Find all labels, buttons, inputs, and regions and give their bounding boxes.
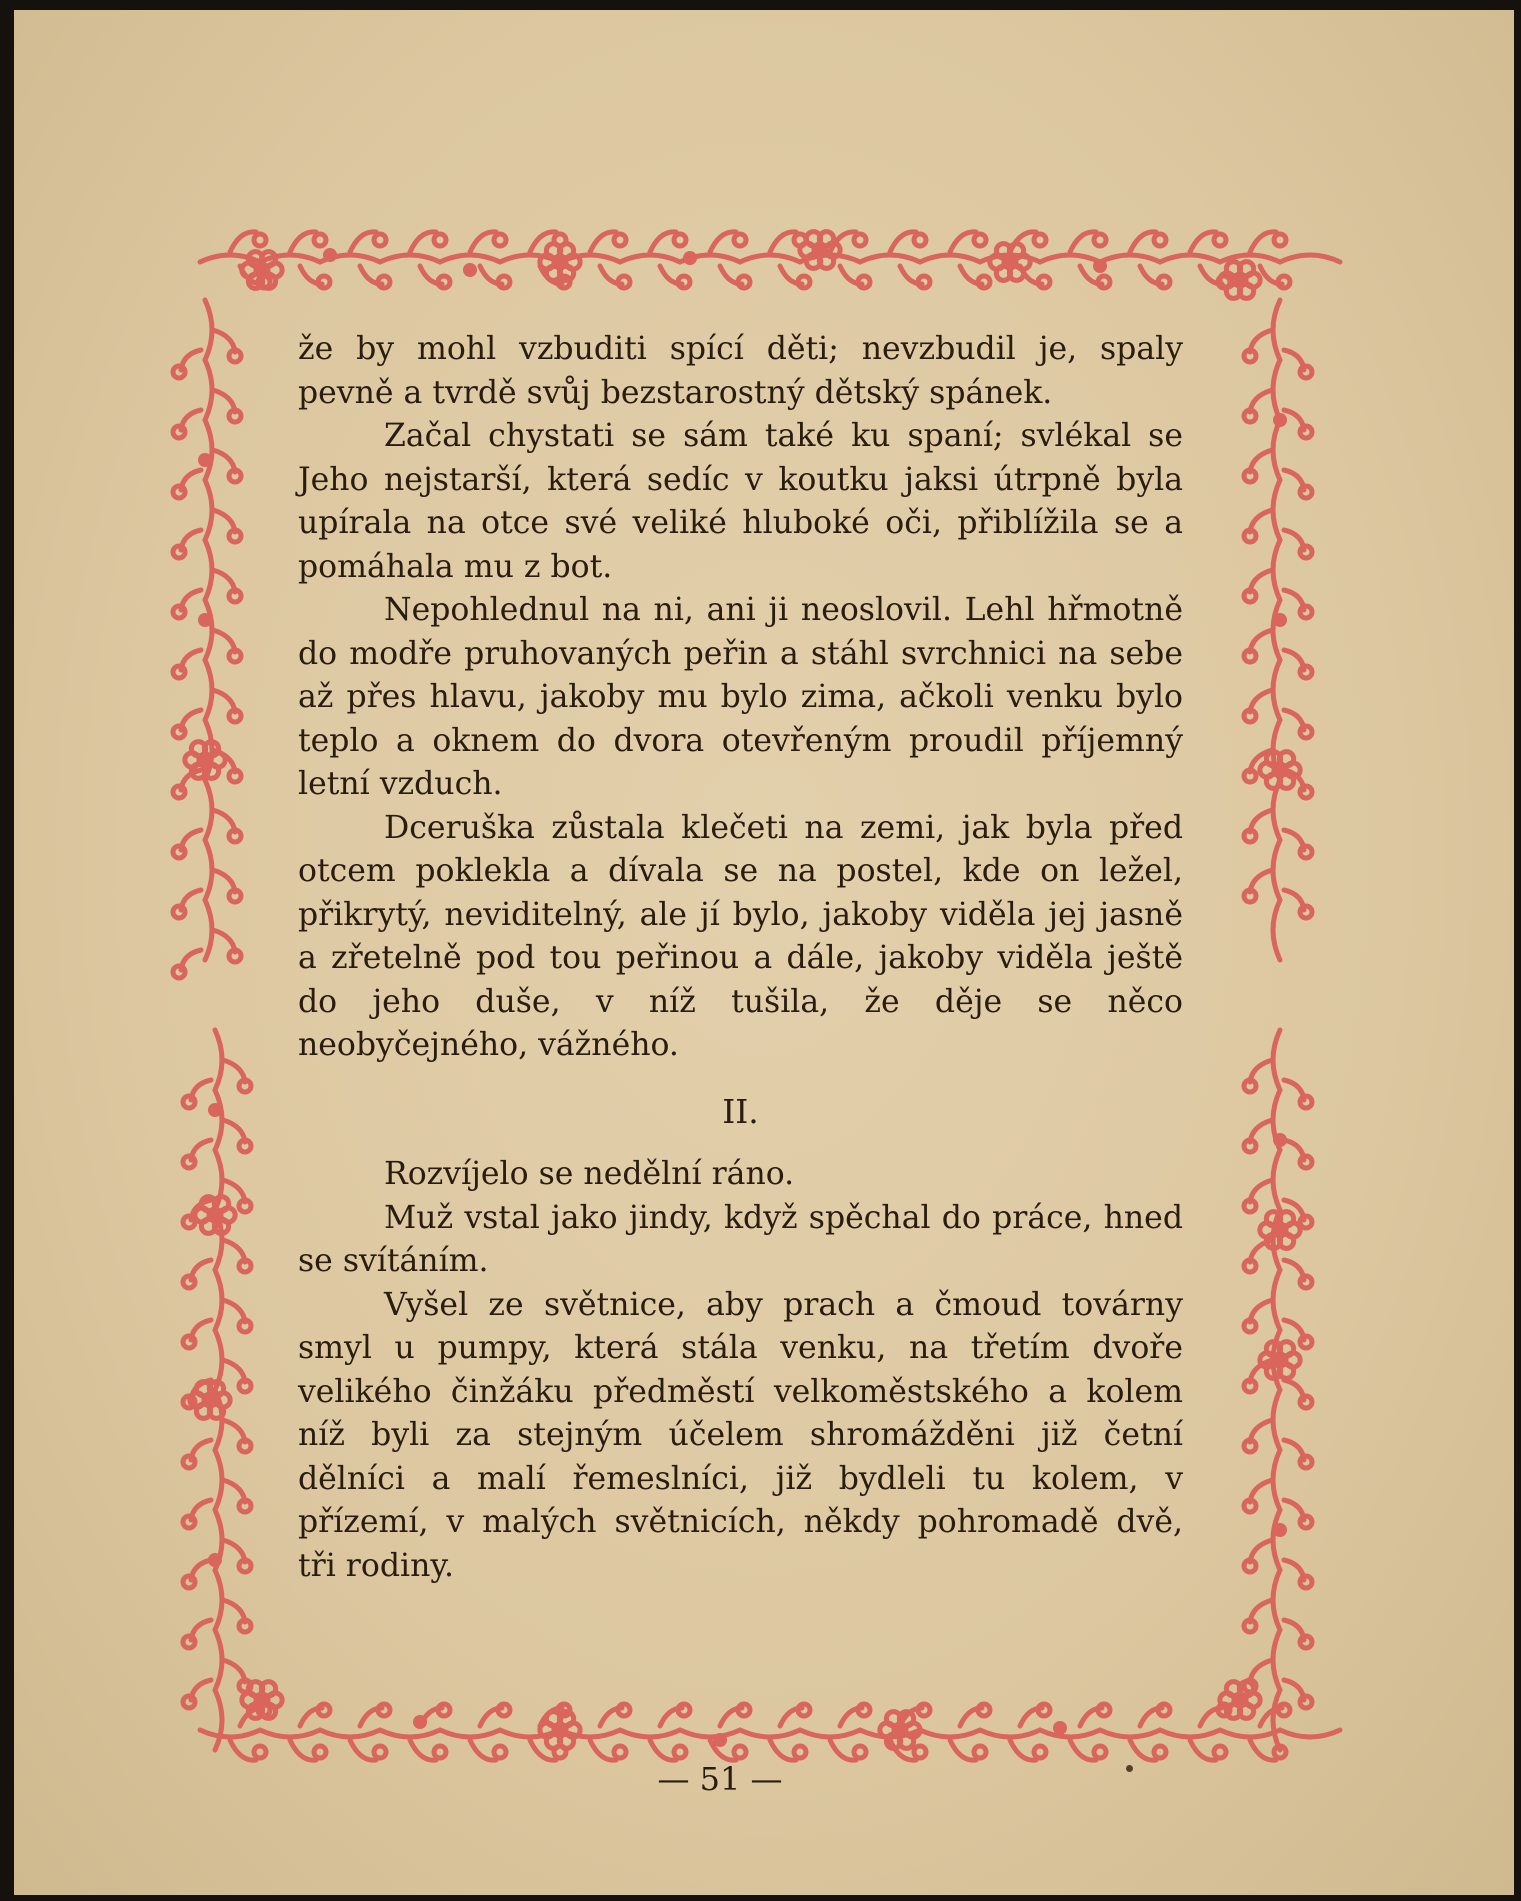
bud bbox=[1244, 890, 1256, 902]
bud bbox=[734, 234, 746, 246]
bud bbox=[1244, 470, 1256, 482]
chapter-heading: II. bbox=[722, 1091, 759, 1131]
bud bbox=[183, 1336, 195, 1348]
bud bbox=[173, 546, 185, 558]
bud bbox=[434, 234, 446, 246]
bud bbox=[614, 234, 626, 246]
berry bbox=[1004, 256, 1017, 269]
bud bbox=[618, 276, 630, 288]
bud bbox=[239, 1140, 251, 1152]
bud bbox=[498, 1704, 510, 1716]
bud bbox=[918, 276, 930, 288]
paragraph: Muž vstal jako jindy, když spěchal do práce, hned se svítáním. bbox=[298, 1199, 1183, 1279]
bud bbox=[239, 1440, 251, 1452]
bud bbox=[1300, 1636, 1312, 1648]
bud bbox=[854, 234, 866, 246]
bud bbox=[1244, 1260, 1256, 1272]
berry bbox=[198, 613, 212, 627]
bud bbox=[173, 606, 185, 618]
bud bbox=[229, 470, 241, 482]
bud bbox=[918, 1704, 930, 1716]
bud bbox=[1300, 1696, 1312, 1708]
bud bbox=[183, 1096, 195, 1108]
bud bbox=[738, 276, 750, 288]
bud bbox=[1244, 590, 1256, 602]
berry bbox=[209, 1209, 222, 1222]
bud bbox=[978, 1704, 990, 1716]
bud bbox=[1278, 276, 1290, 288]
bud bbox=[1244, 1140, 1256, 1152]
bud bbox=[738, 1704, 750, 1716]
bud bbox=[798, 1704, 810, 1716]
bud bbox=[914, 1746, 926, 1758]
bud bbox=[1244, 410, 1256, 422]
bud bbox=[1300, 546, 1312, 558]
bud bbox=[618, 1704, 630, 1716]
bud bbox=[974, 234, 986, 246]
bud bbox=[183, 1276, 195, 1288]
bud bbox=[239, 1080, 251, 1092]
vine-stroke bbox=[200, 1730, 1340, 1737]
bud bbox=[173, 366, 185, 378]
berry bbox=[1234, 1694, 1247, 1707]
berry bbox=[1274, 1354, 1287, 1367]
bud bbox=[1094, 1746, 1106, 1758]
bud bbox=[1098, 1704, 1110, 1716]
bud bbox=[1154, 1746, 1166, 1758]
berry bbox=[1273, 413, 1287, 427]
bud bbox=[229, 410, 241, 422]
page-text bbox=[298, 328, 1183, 1588]
bud bbox=[374, 1746, 386, 1758]
bud bbox=[1300, 1396, 1312, 1408]
paragraph-group-2 bbox=[298, 1153, 1183, 1588]
berry bbox=[814, 244, 827, 257]
berry bbox=[554, 256, 567, 269]
bud bbox=[1244, 650, 1256, 662]
bud bbox=[1300, 1456, 1312, 1468]
paragraph: Začal chystati se sám také ku spaní; svlékal se Jeho nejstarší, která sedíc v koutku jaksi útrpně byla upírala na otce své veliké hluboké oči, přiblížila se a pomáhala mu z bot. bbox=[298, 418, 1183, 585]
bud bbox=[1244, 1200, 1256, 1212]
berry bbox=[198, 453, 212, 467]
bud bbox=[1244, 710, 1256, 722]
bud bbox=[1244, 830, 1256, 842]
berry bbox=[256, 264, 269, 277]
bud bbox=[858, 1704, 870, 1716]
bud bbox=[229, 950, 241, 962]
bud bbox=[1244, 530, 1256, 542]
bud bbox=[229, 830, 241, 842]
bud bbox=[434, 1746, 446, 1758]
bud bbox=[173, 966, 185, 978]
bud bbox=[254, 1746, 266, 1758]
bud bbox=[314, 234, 326, 246]
bud bbox=[1300, 366, 1312, 378]
berry bbox=[204, 1394, 217, 1407]
paragraph: Dceruška zůstala klečeti na zemi, jak byla před otcem poklekla a dívala se na postel, kde on ležel, přikrytý, neviditelný, ale jí bylo, jakoby viděla jej jasně a zřetelně pod tou peřinou a dále, jakoby viděla ještě do jeho duše, v níž tušila, že děje se něco neobyčejného, vážného. bbox=[298, 809, 1183, 1063]
bud bbox=[239, 1380, 251, 1392]
bud bbox=[239, 1620, 251, 1632]
bud bbox=[239, 1560, 251, 1572]
bud bbox=[1244, 1620, 1256, 1632]
bud bbox=[183, 1456, 195, 1468]
bud bbox=[734, 1746, 746, 1758]
bud bbox=[1244, 1440, 1256, 1452]
bud bbox=[1034, 1746, 1046, 1758]
bud bbox=[173, 846, 185, 858]
berry bbox=[463, 263, 477, 277]
bud bbox=[229, 350, 241, 362]
bud bbox=[239, 1260, 251, 1272]
bud bbox=[183, 1696, 195, 1708]
berry bbox=[1093, 259, 1107, 273]
bud bbox=[438, 1704, 450, 1716]
bud bbox=[229, 890, 241, 902]
bud bbox=[173, 666, 185, 678]
bud bbox=[1300, 1516, 1312, 1528]
bud bbox=[229, 710, 241, 722]
bud bbox=[1300, 726, 1312, 738]
bud bbox=[1300, 1096, 1312, 1108]
bud bbox=[1098, 276, 1110, 288]
bud bbox=[1274, 234, 1286, 246]
bud bbox=[1244, 770, 1256, 782]
bud bbox=[678, 1704, 690, 1716]
bud bbox=[378, 276, 390, 288]
bud bbox=[173, 486, 185, 498]
bud bbox=[1300, 1336, 1312, 1348]
bud bbox=[1244, 1560, 1256, 1572]
bud bbox=[678, 276, 690, 288]
bud bbox=[674, 234, 686, 246]
paragraph: Nepohlednul na ni, ani ji neoslovil. Lehl hřmotně do modře pruhovaných peřin a stáhl svrchnici na sebe až přes hlavu, jakoby mu bylo zima, ačkoli venku bylo teplo a oknem do dvora otevřeným proudil příjemný letní vzduch. bbox=[298, 592, 1183, 802]
bud bbox=[1038, 276, 1050, 288]
bud bbox=[1214, 1746, 1226, 1758]
bud bbox=[1300, 906, 1312, 918]
bud bbox=[1094, 234, 1106, 246]
bud bbox=[494, 1746, 506, 1758]
berry bbox=[208, 1103, 222, 1117]
bud bbox=[978, 276, 990, 288]
bud bbox=[229, 650, 241, 662]
bud bbox=[314, 1746, 326, 1758]
paragraph: že by mohl vzbuditi spící děti; nevzbudil je, spaly pevně a tvrdě svůj bezstarostný dětský spánek. bbox=[298, 331, 1183, 411]
bud bbox=[438, 276, 450, 288]
bud bbox=[614, 1746, 626, 1758]
bud bbox=[183, 1636, 195, 1648]
bud bbox=[1154, 234, 1166, 246]
print-mark bbox=[1126, 1765, 1133, 1772]
bud bbox=[1244, 350, 1256, 362]
bud bbox=[798, 276, 810, 288]
berry bbox=[1274, 764, 1287, 777]
berry bbox=[1273, 613, 1287, 627]
berry bbox=[1273, 1523, 1287, 1537]
bud bbox=[494, 234, 506, 246]
bud bbox=[1038, 1704, 1050, 1716]
bud bbox=[1158, 1704, 1170, 1716]
bud bbox=[1214, 234, 1226, 246]
berry bbox=[1274, 1224, 1287, 1237]
bud bbox=[1300, 786, 1312, 798]
bud bbox=[374, 234, 386, 246]
bud bbox=[239, 1200, 251, 1212]
berry bbox=[208, 1553, 222, 1567]
bud bbox=[854, 1746, 866, 1758]
bud bbox=[1300, 666, 1312, 678]
bud bbox=[1034, 234, 1046, 246]
bud bbox=[1300, 426, 1312, 438]
berry bbox=[256, 1694, 269, 1707]
paragraph: Vyšel ze světnice, aby prach a čmoud továrny smyl u pumpy, která stála venku, na třetím dvoře velikého činžáku předměstí velkoměstského a kolem níž byli za stejným účelem shromážděni již četní dělníci a malí řemeslníci, již bydleli tu kolem, v přízemí, v malých světnicích, někdy pohromadě dvě, tři rodiny. bbox=[298, 1286, 1183, 1584]
paragraph-group-1 bbox=[298, 328, 1183, 1068]
bud bbox=[1300, 606, 1312, 618]
bud bbox=[1300, 486, 1312, 498]
vine-stroke bbox=[200, 255, 1340, 262]
berry bbox=[1053, 1721, 1067, 1735]
bud bbox=[229, 590, 241, 602]
bud bbox=[1300, 846, 1312, 858]
bud bbox=[173, 726, 185, 738]
berry bbox=[1273, 1133, 1287, 1147]
berry bbox=[323, 248, 337, 262]
berry bbox=[199, 754, 212, 767]
bud bbox=[1300, 1576, 1312, 1588]
bud bbox=[1278, 1704, 1290, 1716]
berry bbox=[713, 1733, 727, 1747]
bud bbox=[914, 234, 926, 246]
bud bbox=[1244, 1500, 1256, 1512]
paragraph: Rozvíjelo se nedělní ráno. bbox=[384, 1156, 795, 1192]
bud bbox=[183, 1576, 195, 1588]
bud bbox=[318, 276, 330, 288]
bud bbox=[794, 1746, 806, 1758]
bud bbox=[173, 786, 185, 798]
bud bbox=[239, 1500, 251, 1512]
berry bbox=[1234, 274, 1247, 287]
bud bbox=[318, 1704, 330, 1716]
bud bbox=[1300, 1156, 1312, 1168]
bud bbox=[183, 1516, 195, 1528]
bud bbox=[1244, 1080, 1256, 1092]
bud bbox=[1158, 276, 1170, 288]
bud bbox=[674, 1746, 686, 1758]
bud bbox=[254, 234, 266, 246]
bud bbox=[1300, 1276, 1312, 1288]
berry bbox=[894, 1724, 907, 1737]
berry bbox=[413, 1715, 427, 1729]
bud bbox=[858, 276, 870, 288]
bud bbox=[378, 1704, 390, 1716]
bud bbox=[173, 426, 185, 438]
berry bbox=[683, 251, 697, 265]
page-number: — 51 — bbox=[657, 1760, 783, 1798]
bud bbox=[229, 530, 241, 542]
bud bbox=[239, 1320, 251, 1332]
bud bbox=[974, 1746, 986, 1758]
bud bbox=[1244, 1380, 1256, 1392]
bud bbox=[229, 770, 241, 782]
bud bbox=[498, 276, 510, 288]
berry bbox=[554, 1724, 567, 1737]
bud bbox=[1244, 1320, 1256, 1332]
vine-stroke bbox=[215, 1030, 222, 1750]
bud bbox=[173, 906, 185, 918]
bud bbox=[183, 1156, 195, 1168]
